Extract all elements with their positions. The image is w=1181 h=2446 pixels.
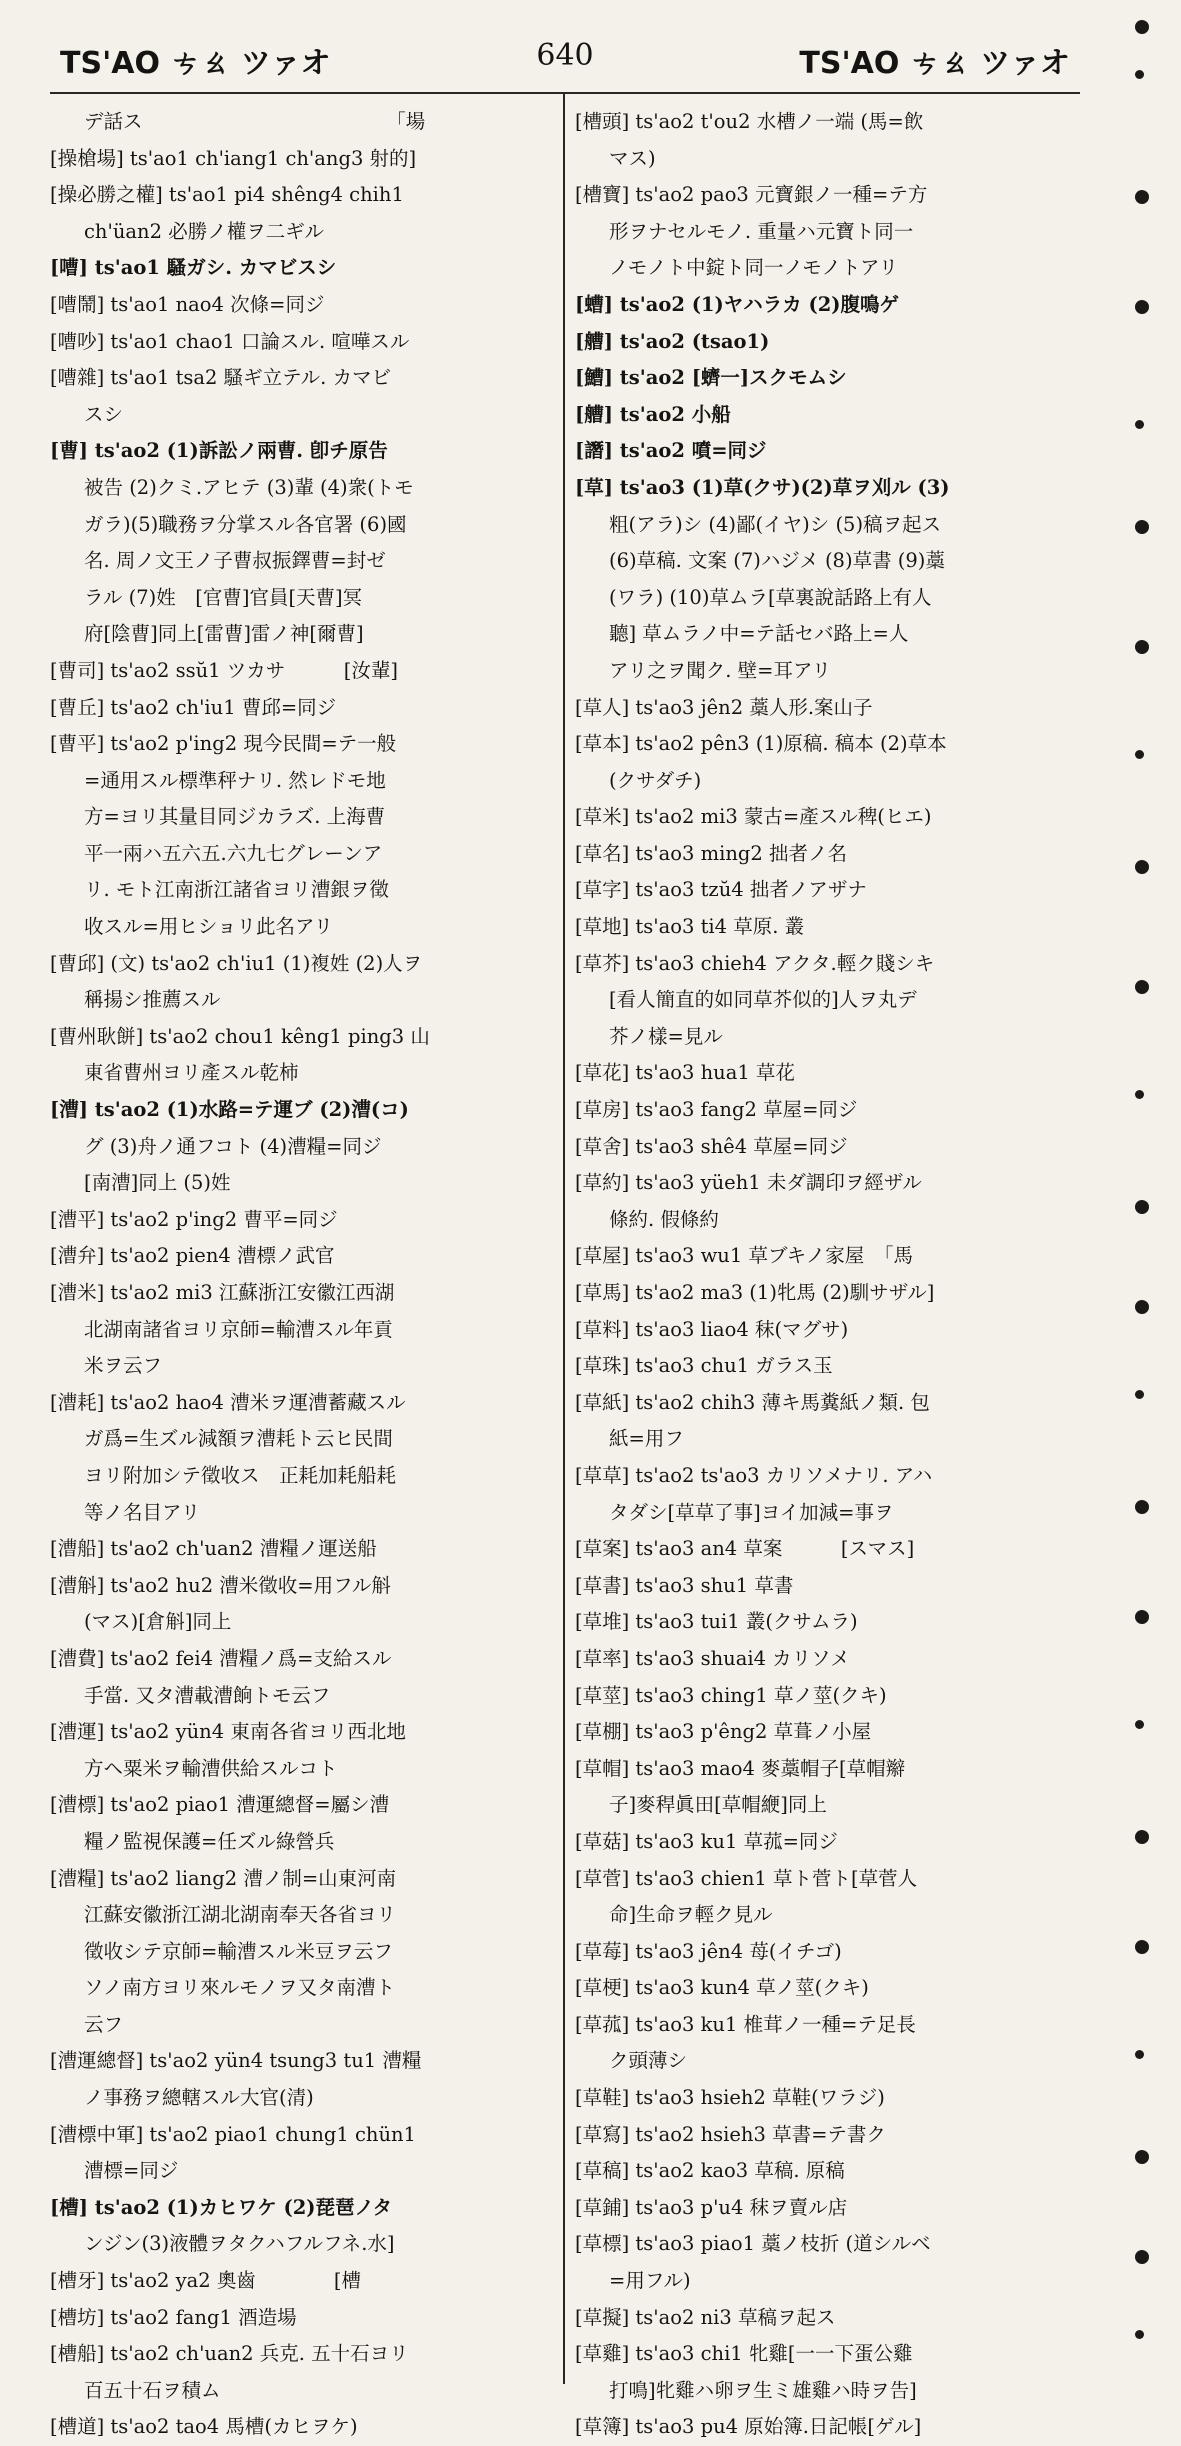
scan-mark	[1135, 860, 1149, 874]
entry-continuation: 命]生命ヲ輕ク見ル	[609, 1903, 773, 1927]
dictionary-entry: [漕耗] ts'ao2 hao4 漕米ヲ運漕蓄藏スル	[50, 1390, 406, 1414]
entry-continuation: 漕標=同ジ	[84, 2159, 179, 2183]
scan-mark	[1135, 70, 1144, 79]
dictionary-entry: [槽船] ts'ao2 ch'uan2 兵克. 五十石ヨリ	[50, 2342, 409, 2366]
scan-mark	[1135, 2050, 1144, 2059]
right-column	[575, 104, 1075, 2439]
entry-continuation: 子]麥稈眞田[草帽緶]同上	[609, 1793, 827, 1817]
dictionary-entry: [草案] ts'ao3 an4 草案 [スマス]	[575, 1537, 915, 1561]
dictionary-entry: [操槍場] ts'ao1 ch'iang1 ch'ang3 射的]	[50, 146, 417, 170]
dictionary-entry: [曹邱] (文) ts'ao2 ch'iu1 (1)複姓 (2)人ヲ	[50, 951, 423, 975]
dictionary-entry: [漕糧] ts'ao2 liang2 漕ノ制=山東河南	[50, 1866, 397, 1890]
dictionary-entry: [草莓] ts'ao3 jên4 苺(イチゴ)	[575, 1939, 842, 1963]
dictionary-entry: [草馬] ts'ao2 ma3 (1)牝馬 (2)馴サザル]	[575, 1281, 935, 1304]
entry-continuation: 府[陰曹]同上[雷曹]雷ノ神[爾曹]	[84, 622, 364, 646]
scan-mark	[1135, 1610, 1149, 1624]
dictionary-entry: [草堆] ts'ao3 tui1 叢(クサムラ)	[575, 1610, 858, 1634]
scan-mark	[1135, 1200, 1149, 1214]
dictionary-entry: [草菰] ts'ao3 ku1 椎茸ノ一種=テ足長	[575, 2012, 916, 2036]
dictionary-entry: [草率] ts'ao3 shuai4 カリソメ	[575, 1646, 850, 1670]
dictionary-entry: [草草] ts'ao2 ts'ao3 カリソメナリ. アハ	[575, 1463, 933, 1487]
dictionary-entry: [漕運總督] ts'ao2 yün4 tsung3 tu1 漕糧	[50, 2049, 422, 2073]
headword-entry: [譖] ts'ao2 噴=同ジ	[575, 439, 767, 463]
dictionary-entry: [草本] ts'ao2 pên3 (1)原稿. 稿本 (2)草本	[575, 732, 947, 756]
dictionary-entry: [草寫] ts'ao2 hsieh3 草書=テ書ク	[575, 2122, 886, 2146]
dictionary-entry: [草芥] ts'ao3 chieh4 アクタ.輕ク賤シキ	[575, 951, 935, 975]
scan-mark	[1135, 980, 1149, 994]
entry-continuation: 手當. 又タ漕載漕餉トモ云フ	[84, 1683, 331, 1707]
dictionary-entry: [槽道] ts'ao2 tao4 馬槽(カヒヲケ)	[50, 2415, 358, 2439]
dictionary-entry: [草菇] ts'ao3 ku1 草菰=同ジ	[575, 1829, 838, 1853]
dictionary-entry: [草鋪] ts'ao3 p'u4 秣ヲ賣ル店	[575, 2195, 848, 2219]
dictionary-entry: [槽坊] ts'ao2 fang1 酒造場	[50, 2305, 297, 2329]
entry-continuation: 稱揚シ推薦スル	[84, 988, 221, 1012]
scan-mark	[1135, 20, 1149, 34]
entry-continuation: 江蘇安徽浙江湖北湖南奉天各省ヨリ	[84, 1903, 397, 1927]
entry-continuation: 紙=用フ	[609, 1427, 684, 1451]
entry-continuation: ガラ)(5)職務ヲ分掌スル各官署 (6)國	[84, 512, 407, 536]
scan-mark	[1135, 750, 1144, 759]
scan-mark	[1135, 1500, 1149, 1514]
dictionary-entry: [曹平] ts'ao2 p'ing2 現今民間=テ一般	[50, 732, 397, 756]
entry-continuation: =用フル)	[609, 2269, 691, 2293]
dictionary-entry: [草屋] ts'ao3 wu1 草ブキノ家屋 「馬	[575, 1244, 914, 1268]
dictionary-entry: [草莖] ts'ao3 ching1 草ノ莖(クキ)	[575, 1683, 887, 1707]
entry-continuation: 打鳴]牝雞ハ卵ヲ生ミ雄雞ハ時ヲ告]	[609, 2378, 917, 2402]
dictionary-entry: [漕費] ts'ao2 fei4 漕糧ノ爲=支給スル	[50, 1646, 392, 1670]
entry-continuation: ク頭薄シ	[609, 2049, 688, 2073]
dictionary-entry: [草名] ts'ao3 ming2 拙者ノ名	[575, 841, 847, 865]
dictionary-entry: [草書] ts'ao3 shu1 草書	[575, 1573, 794, 1597]
entry-continuation: ヨリ附加シテ徵收ス 正耗加耗船耗	[84, 1463, 397, 1487]
left-column	[50, 104, 550, 2439]
dictionary-entry: [草棚] ts'ao3 p'êng2 草葺ノ小屋	[575, 1720, 872, 1744]
headword-entry: [嘈] ts'ao1 騷ガシ. カマビスシ	[50, 256, 337, 280]
headword-entry: [鰽] ts'ao2 [蠐一]スクモムシ	[575, 366, 847, 390]
scan-mark	[1135, 640, 1149, 654]
entry-continuation: 平一兩ハ五六五.六九七グレーンア	[84, 841, 383, 865]
scan-mark	[1135, 1390, 1144, 1399]
entry-continuation: マス)	[609, 146, 656, 170]
scan-mark	[1135, 1940, 1149, 1954]
dictionary-entry: [嘈吵] ts'ao1 chao1 口論スル. 喧嘩スル	[50, 329, 410, 353]
header-right-romanization: TS'AO ㄘㄠ ツァオ	[799, 46, 1070, 81]
entry-continuation: ンジン(3)液體ヲタクハフルフネ.水]	[84, 2232, 395, 2256]
entry-continuation: ソノ南方ヨリ來ルモノヲ又タ南漕ト	[84, 1976, 396, 2000]
entry-continuation: スシ	[84, 402, 124, 426]
entry-continuation: 方=ヨリ其量目同ジカラズ. 上海曹	[84, 805, 386, 829]
entry-continuation: 徵收シテ京師=輸漕スル米豆ヲ云フ	[84, 1939, 393, 1963]
headword-entry: [艚] ts'ao2 小船	[575, 402, 731, 426]
entry-continuation: 收スル=用ヒショリ此名アリ	[84, 915, 334, 939]
dictionary-entry: [草雞] ts'ao3 chi1 牝雞[一一下蛋公雞	[575, 2342, 913, 2366]
entry-continuation: 條約. 假條約	[609, 1207, 719, 1231]
dictionary-entry: [槽寶] ts'ao2 pao3 元寶銀ノ一種=テ方	[575, 183, 928, 207]
dictionary-entry: [草簿] ts'ao3 pu4 原始簿.日記帳[ゲル]	[575, 2415, 922, 2439]
entry-continuation: リ. モト江南浙江諸省ヨリ漕銀ヲ徵	[84, 878, 389, 902]
dictionary-entry: [草人] ts'ao3 jên2 藁人形.案山子	[575, 695, 873, 719]
dictionary-entry: [草標] ts'ao3 piao1 藁ノ枝折 (道シルベ	[575, 2232, 931, 2256]
dictionary-entry: [草擬] ts'ao2 ni3 草稿ヲ起ス	[575, 2305, 836, 2329]
entry-continuation: (クサダチ)	[609, 768, 702, 792]
entry-continuation: 糧ノ監視保護=任ズル綠營兵	[84, 1829, 335, 1853]
entry-continuation: =通用スル標準秤ナリ. 然レドモ地	[84, 768, 386, 792]
header-left-romanization: TS'AO ㄘㄠ ツァオ	[60, 46, 331, 81]
entry-continuation: グ (3)舟ノ通フコト (4)漕糧=同ジ	[84, 1134, 382, 1158]
dictionary-entry: [操必勝之權] ts'ao1 pi4 shêng4 chih1	[50, 183, 404, 207]
entry-continuation: 聽] 草ムラノ中=テ話セバ路上=人	[609, 622, 909, 646]
scan-mark	[1135, 2150, 1149, 2164]
entry-continuation: ラル (7)姓 [官曹]官員[天曹]冥	[84, 585, 363, 609]
entry-continuation: デ話ス 「場	[84, 110, 426, 133]
dictionary-entry: [漕運] ts'ao2 yün4 東南各省ヨリ西北地	[50, 1720, 406, 1744]
dictionary-entry: [草梗] ts'ao3 kun4 草ノ莖(クキ)	[575, 1976, 869, 2000]
headword-entry: [草] ts'ao3 (1)草(クサ)(2)草ヲ刈ル (3)	[575, 475, 950, 499]
headword-entry: [漕] ts'ao2 (1)水路=テ運ブ (2)漕(コ)	[50, 1098, 409, 1122]
entry-continuation: (ワラ) (10)草ムラ[草裏說話路上有人	[609, 585, 932, 609]
entry-continuation: 粗(アラ)シ (4)鄙(イヤ)シ (5)稿ヲ起ス	[609, 512, 942, 536]
entry-continuation: ノ事務ヲ總轄スル大官(清)	[84, 2086, 314, 2110]
dictionary-entry: [漕米] ts'ao2 mi3 江蘇浙江安徽江西湖	[50, 1281, 395, 1304]
dictionary-entry: [草菅] ts'ao3 chien1 草ト菅ト[草菅人	[575, 1866, 918, 1890]
dictionary-entry: [草米] ts'ao2 mi3 蒙古=產スル稗(ヒエ)	[575, 805, 932, 829]
column-divider	[563, 94, 565, 2384]
dictionary-entry: [草地] ts'ao3 ti4 草原. 叢	[575, 915, 805, 939]
dictionary-entry: [曹司] ts'ao2 ssŭ1 ツカサ [汝輩]	[50, 658, 398, 682]
dictionary-entry: [草紙] ts'ao2 chih3 薄キ馬糞紙ノ類. 包	[575, 1390, 930, 1414]
dictionary-entry: [草字] ts'ao3 tzŭ4 拙者ノアザナ	[575, 878, 867, 902]
scan-mark	[1135, 420, 1144, 429]
entry-continuation: 芥ノ樣=見ル	[609, 1024, 723, 1048]
headword-entry: [曹] ts'ao2 (1)訴訟ノ兩曹. 卽チ原告	[50, 439, 388, 463]
dictionary-entry: [草料] ts'ao3 liao4 秣(マグサ)	[575, 1317, 849, 1341]
entry-continuation: 被告 (2)クミ.アヒテ (3)輩 (4)衆(トモ	[84, 475, 414, 499]
dictionary-entry: [草稿] ts'ao2 kao3 草稿. 原稿	[575, 2159, 845, 2183]
scan-mark	[1135, 1090, 1144, 1099]
entry-continuation: 方ヘ粟米ヲ輸漕供給スルコト	[84, 1756, 338, 1780]
entry-continuation: 北湖南諸省ヨリ京師=輸漕スル年貢	[84, 1317, 393, 1341]
entry-continuation: (6)草稿. 文案 (7)ハジメ (8)草書 (9)藁	[609, 549, 945, 573]
dictionary-entry: [漕弁] ts'ao2 pien4 漕標ノ武官	[50, 1244, 335, 1268]
entry-continuation: 云フ	[84, 2012, 124, 2036]
scan-mark	[1135, 2250, 1149, 2264]
entry-continuation: [看人簡直的如同草芥似的]人ヲ丸デ	[609, 988, 917, 1012]
dictionary-entry: [漕標] ts'ao2 piao1 漕運總督=屬シ漕	[50, 1793, 390, 1817]
entry-continuation: [南漕]同上 (5)姓	[84, 1171, 231, 1195]
entry-continuation: (マス)[倉斛]同上	[84, 1610, 232, 1634]
scan-mark	[1135, 300, 1149, 314]
entry-continuation: ノモノト中錠ト同一ノモノトアリ	[609, 256, 899, 280]
dictionary-page	[50, 92, 1080, 2439]
headword-entry: [螬] ts'ao2 (1)ヤハラカ (2)腹鳴ゲ	[575, 292, 900, 316]
scan-mark	[1135, 1830, 1149, 1844]
entry-continuation: 名. 周ノ文王ノ子曹叔振鐸曹=封ゼ	[84, 549, 386, 573]
entry-continuation: 東省曹州ヨリ產スル乾柿	[84, 1061, 299, 1085]
headword-entry: [艚] ts'ao2 (tsao1)	[575, 329, 770, 353]
dictionary-entry: [漕平] ts'ao2 p'ing2 曹平=同ジ	[50, 1207, 338, 1231]
margin-marks	[1121, 0, 1181, 2409]
dictionary-entry: [草帽] ts'ao3 mao4 麥藁帽子[草帽辮	[575, 1756, 906, 1780]
entry-continuation: ch'üan2 必勝ノ權ヲ二ギル	[84, 219, 324, 243]
scan-mark	[1135, 1720, 1144, 1729]
dictionary-entry: [草珠] ts'ao3 chu1 ガラス玉	[575, 1354, 833, 1378]
page-number: 640	[536, 38, 594, 73]
scan-mark	[1135, 190, 1149, 204]
scan-mark	[1135, 520, 1149, 534]
dictionary-entry: [草鞋] ts'ao3 hsieh2 草鞋(ワラジ)	[575, 2086, 885, 2110]
page-header	[60, 38, 1070, 82]
headword-entry: [槽] ts'ao2 (1)カヒワケ (2)琵琶ノタ	[50, 2195, 393, 2219]
entry-continuation: 形ヲナセルモノ. 重量ハ元寶ト同一	[609, 219, 914, 243]
dictionary-entry: [草舍] ts'ao3 shê4 草屋=同ジ	[575, 1134, 848, 1158]
dictionary-entry: [草約] ts'ao3 yüeh1 未ダ調印ヲ經ザル	[575, 1171, 922, 1195]
entry-continuation: ガ爲=生ズル減額ヲ漕耗ト云ヒ民間	[84, 1427, 393, 1451]
dictionary-entry: [漕船] ts'ao2 ch'uan2 漕糧ノ運送船	[50, 1537, 377, 1561]
dictionary-entry: [槽頭] ts'ao2 t'ou2 水槽ノ一端 (馬=飲	[575, 110, 924, 133]
scan-mark	[1135, 2330, 1144, 2339]
entry-continuation: 等ノ名目アリ	[84, 1500, 201, 1524]
entry-continuation: 米ヲ云フ	[84, 1354, 163, 1378]
dictionary-entry: [曹州耿餅] ts'ao2 chou1 kêng1 ping3 山	[50, 1024, 430, 1048]
dictionary-entry: [漕標中軍] ts'ao2 piao1 chung1 chün1	[50, 2122, 416, 2146]
dictionary-entry: [草房] ts'ao3 fang2 草屋=同ジ	[575, 1098, 858, 1122]
dictionary-entry: [槽牙] ts'ao2 ya2 奧齒 [槽	[50, 2269, 361, 2293]
dictionary-entry: [曹丘] ts'ao2 ch'iu1 曹邱=同ジ	[50, 695, 337, 719]
entry-continuation: アリ之ヲ聞ク. 壁=耳アリ	[609, 658, 832, 682]
dictionary-entry: [漕斛] ts'ao2 hu2 漕米徵收=用フル斛	[50, 1573, 391, 1597]
entry-continuation: タダシ[草草了事]ヨイ加減=事ヲ	[609, 1500, 894, 1524]
dictionary-entry: [草花] ts'ao3 hua1 草花	[575, 1061, 795, 1085]
entry-continuation: 百五十石ヲ積ム	[84, 2378, 221, 2402]
dictionary-entry: [嘈鬧] ts'ao1 nao4 次條=同ジ	[50, 292, 325, 316]
dictionary-entry: [嘈雜] ts'ao1 tsa2 騷ギ立テル. カマビ	[50, 366, 392, 390]
scan-mark	[1135, 1300, 1149, 1314]
